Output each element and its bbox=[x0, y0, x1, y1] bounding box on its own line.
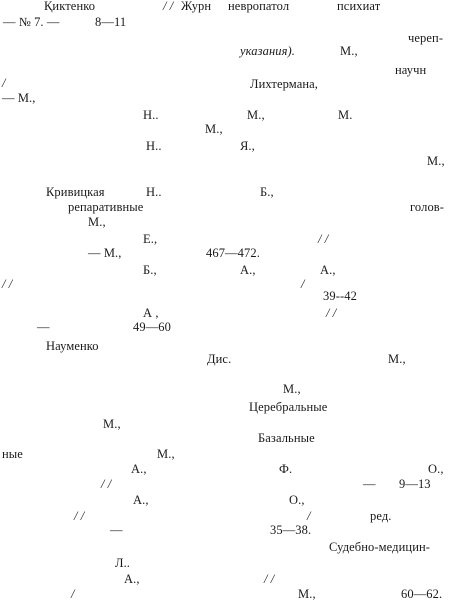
text-fragment: 60—62. bbox=[401, 587, 443, 601]
text-fragment: М., bbox=[88, 215, 106, 229]
text-fragment: — М., bbox=[88, 246, 122, 260]
text-fragment: Дис. bbox=[207, 352, 232, 366]
text-fragment: — bbox=[363, 477, 376, 491]
text-fragment: Ф. bbox=[279, 462, 293, 476]
text-fragment: Б., bbox=[143, 263, 157, 277]
text-fragment: М., bbox=[247, 108, 265, 122]
text-fragment: Я., bbox=[240, 139, 255, 153]
text-fragment: психиат bbox=[337, 0, 381, 13]
text-fragment: М., bbox=[340, 44, 358, 58]
text-fragment: 39--42 bbox=[323, 289, 357, 303]
text-fragment: / / bbox=[2, 277, 13, 291]
text-fragment: голов- bbox=[410, 200, 445, 214]
text-fragment: Н.. bbox=[143, 108, 159, 122]
text-fragment: / / bbox=[101, 477, 112, 491]
text-fragment: / / bbox=[163, 0, 174, 13]
text-fragment: — № 7. — bbox=[3, 15, 60, 29]
text-fragment: Лихтермана, bbox=[250, 77, 319, 91]
text-fragment: А., bbox=[124, 572, 140, 586]
text-fragment: невропатол bbox=[228, 0, 290, 13]
text-fragment: Н.. bbox=[146, 185, 162, 199]
text-fragment: Базальные bbox=[258, 431, 315, 445]
text-fragment: Науменко bbox=[46, 339, 99, 353]
text-fragment: научн bbox=[395, 63, 427, 77]
text-fragment: Е., bbox=[143, 232, 158, 246]
text-fragment: / / bbox=[264, 572, 275, 586]
text-fragment: / / bbox=[74, 509, 85, 523]
text-fragment: ные bbox=[2, 447, 23, 461]
text-fragment: / bbox=[71, 587, 75, 601]
text-fragment: М. bbox=[338, 108, 353, 122]
text-fragment: Қиктенко bbox=[44, 0, 96, 13]
text-fragment: — М., bbox=[2, 91, 36, 105]
text-fragment: 49—60 bbox=[133, 320, 171, 334]
text-fragment: Кривицкая bbox=[46, 185, 105, 199]
text-fragment: Журн bbox=[181, 0, 212, 13]
text-fragment: А , bbox=[143, 306, 159, 320]
text-fragment: А., bbox=[320, 263, 336, 277]
text-fragment: указания). bbox=[240, 44, 296, 58]
text-fragment: Л.. bbox=[115, 556, 131, 570]
text-fragment: Б., bbox=[260, 185, 274, 199]
text-fragment: Н.. bbox=[146, 139, 162, 153]
text-fragment: / bbox=[2, 76, 6, 90]
text-fragment: Церебральные bbox=[249, 400, 328, 414]
text-fragment: ред. bbox=[370, 509, 392, 523]
text-fragment: М., bbox=[205, 122, 223, 136]
text-fragment: М., bbox=[157, 447, 175, 461]
text-fragment: А., bbox=[240, 263, 256, 277]
text-fragment: череп- bbox=[408, 31, 444, 45]
text-fragment: А., bbox=[131, 462, 147, 476]
text-fragment: 35—38. bbox=[270, 523, 312, 537]
text-fragment: М., bbox=[103, 417, 121, 431]
text-fragment: О., bbox=[289, 493, 305, 507]
text-fragment: Судебно-медицин- bbox=[329, 540, 431, 554]
text-fragment: 467—472. bbox=[206, 246, 260, 260]
text-fragment: М., bbox=[283, 382, 301, 396]
text-fragment: репаративные bbox=[68, 200, 144, 214]
text-fragment: М., bbox=[388, 352, 406, 366]
text-fragment: / bbox=[301, 277, 305, 291]
text-fragment: М., bbox=[298, 587, 316, 601]
text-fragment: / / bbox=[326, 306, 337, 320]
text-fragment: — bbox=[37, 320, 50, 334]
text-fragment: / bbox=[307, 509, 311, 523]
text-fragment: / / bbox=[318, 232, 329, 246]
text-fragment: 8—11 bbox=[95, 15, 127, 29]
text-fragment: О., bbox=[428, 462, 444, 476]
text-fragment: — bbox=[110, 523, 123, 537]
text-fragment: А., bbox=[133, 493, 149, 507]
text-fragment: 9—13 bbox=[399, 477, 431, 491]
text-fragment: М., bbox=[427, 154, 445, 168]
